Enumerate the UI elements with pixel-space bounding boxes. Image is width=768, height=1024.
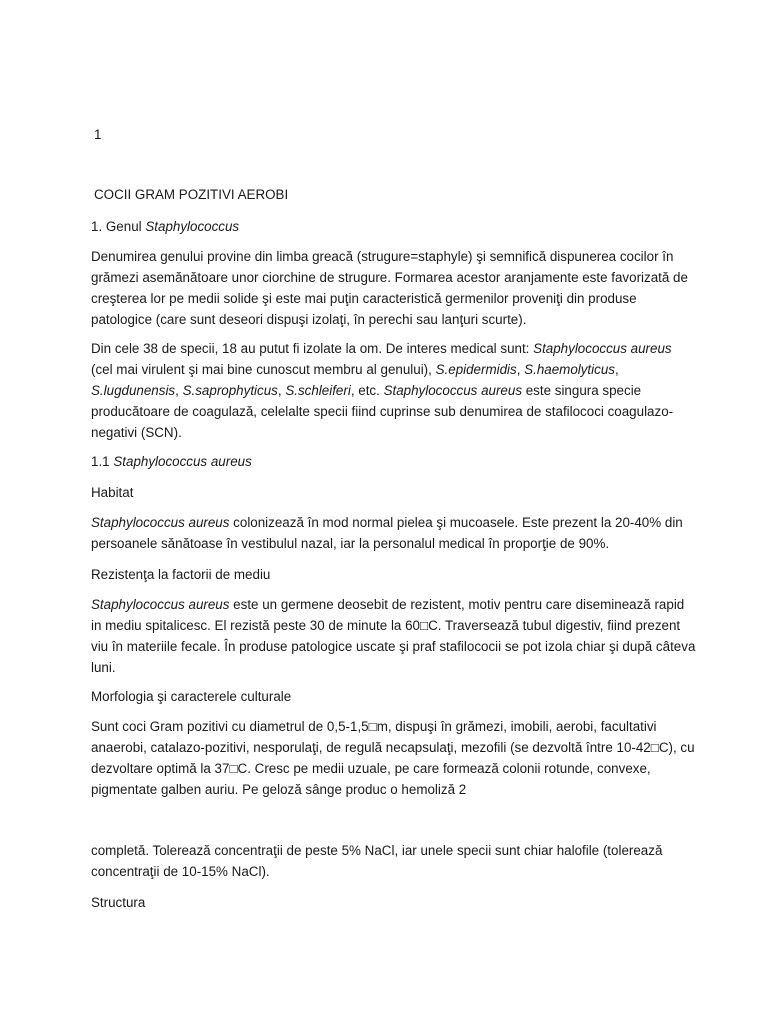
paragraph-species: Din cele 38 de specii, 18 au putut fi izolate la om. De interes medical sunt: Staphylococcus aureus (cel mai virulent şi mai bine cunoscut membru al genului), S.epidermidis, S.haemolyticus, S.lugdunensis, S.saprophyticus, S.schleiferi, etc. Staphylococcus aureus este singura specie producătoare de coagulază, celelalte specii fiind cuprinse sub denumirea de stafilococi coagulazo-negativi (SCN). xyxy=(91,341,674,440)
page-number-2: 2 xyxy=(458,782,467,797)
paragraph-etymology: Denumirea genului provine din limba greacă (strugure=staphyle) şi semnifică dispunerea cocilor în grămezi asemănătoare unor ciorchine de strugure. Formarea acestor aranjamente este favorizată de creşterea lor pe medii solide şi este mai puţin caracteristică germenilor proveniţi din produse patologice (care sunt deseori dispuşi izolaţi, în perechi sau lanţuri scurte). xyxy=(91,249,688,327)
paragraph-rezistenta: Staphylococcus aureus este un germene deosebit de rezistent, motiv pentru care diseminează rapid in mediu spitalicesc. El rezistă peste 30 de minute la 60□C. Traversează tubul digestiv, fiind prezent viu în materiile fecale. În produse patologice uscate şi praf stafilococii se pot izola chiar şi după câteva luni. xyxy=(91,597,696,675)
page-number: 1 xyxy=(94,127,102,142)
paragraph-morfologia: Sunt coci Gram pozitivi cu diametrul de 0,5-1,5□m, dispuşi în grămezi, imobili, aerobi, facultativi anaerobi, catalazo-pozitivi, nesporulaţi, de regulă necapsulaţi, mezofili (se dezvoltă între 10-42□C), cu dezvoltare optimă la 37□C. Cresc pe medii uzuale, pe care formează colonii rotunde, convexe, pigmentate galben auriu. Pe geloză sânge produc o hemoliză 2 xyxy=(91,719,695,797)
paragraph-continued: completă. Tolerează concentraţii de peste 5% NaCl, iar unele specii sunt chiar halofile (tolerează concentraţii de 10-15% NaCl). xyxy=(91,843,663,879)
subheading-structura: Structura xyxy=(91,895,146,910)
section-title-genus: 1. Genul Staphylococcus xyxy=(91,219,240,234)
document-heading: COCII GRAM POZITIVI AEROBI xyxy=(94,187,289,202)
subheading-habitat: Habitat xyxy=(91,485,134,500)
subheading-morfologia: Morfologia şi caracterele culturale xyxy=(91,689,292,704)
paragraph-habitat: Staphylococcus aureus colonizează în mod normal pielea şi mucoasele. Este prezent la 20-40% din persoanele sănătoase în vestibulul nazal, iar la personalul medical în proporţie de 90%. xyxy=(91,515,683,551)
subheading-rezistenta: Rezistenţa la factorii de mediu xyxy=(91,567,271,582)
section-title-aureus: 1.1 Staphylococcus aureus xyxy=(91,454,252,469)
